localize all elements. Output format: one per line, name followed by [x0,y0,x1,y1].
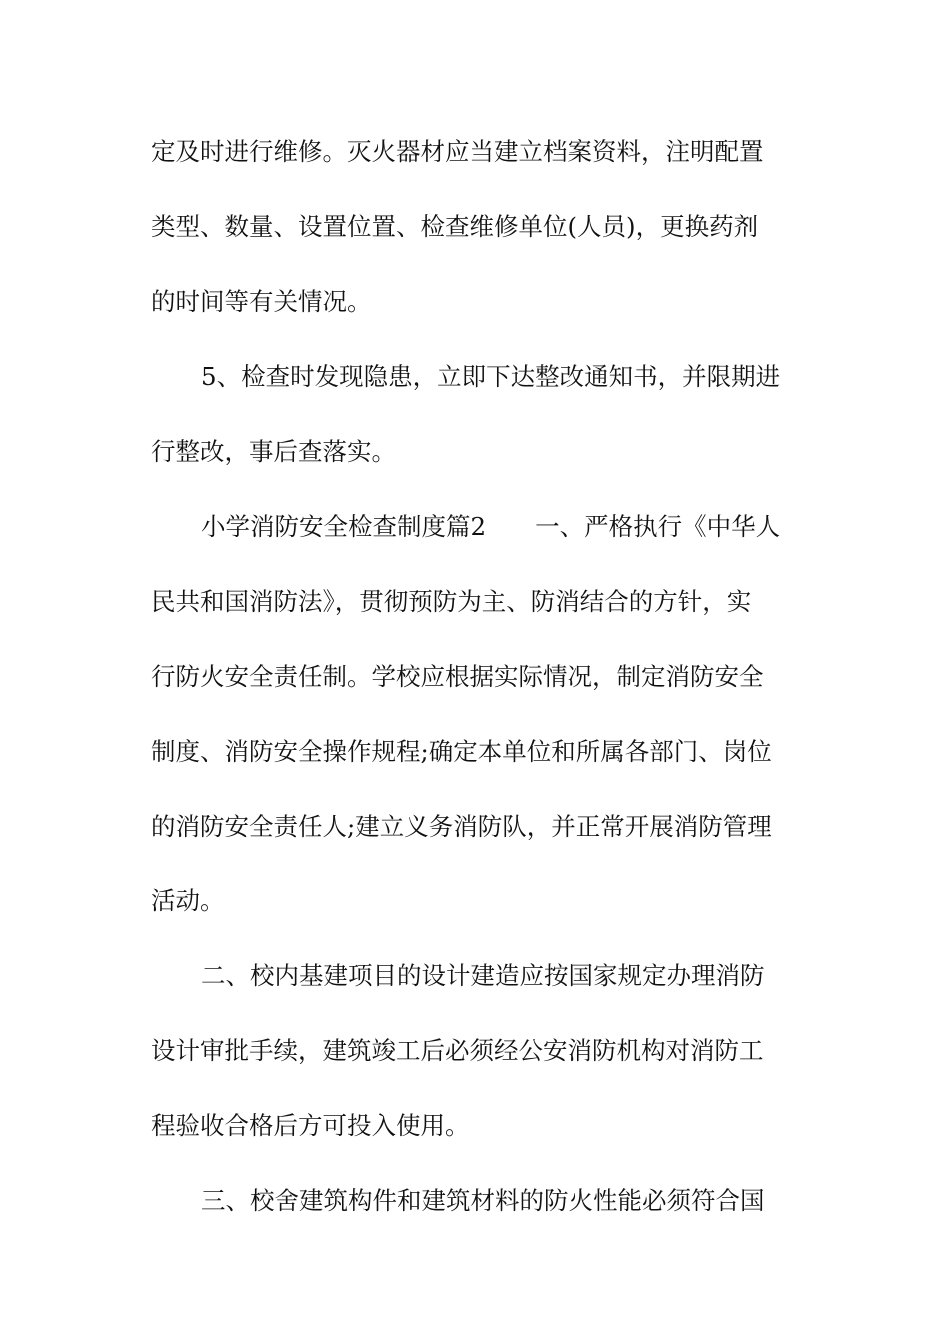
text-line: 制度、消防安全操作规程;确定本单位和所属各部门、岗位 [151,737,772,766]
text-line: 的时间等有关情况。 [151,287,372,316]
text-line: 民共和国消防法》，贯彻预防为主、防消结合的方针，实 [151,587,752,616]
section-heading-line: 小学消防安全检查制度篇2 一、严格执行《中华人 [201,512,781,541]
text-line: 活动。 [151,886,225,915]
text-line: 5、检查时发现隐患，立即下达整改通知书，并限期进 [201,362,781,391]
text-line: 二、校内基建项目的设计建造应按国家规定办理消防 [201,961,765,990]
text-line: 三、校舍建筑构件和建筑材料的防火性能必须符合国 [201,1186,765,1215]
text-line: 定及时进行维修。灭火器材应当建立档案资料，注明配置 [151,137,764,166]
text-line: 行防火安全责任制。学校应根据实际情况，制定消防安全 [151,662,764,691]
text-line: 类型、数量、设置位置、检查维修单位(人员)，更换药剂 [151,212,759,241]
text-line: 程验收合格后方可投入使用。 [151,1111,470,1140]
text-line: 设计审批手续，建筑竣工后必须经公安消防机构对消防工 [151,1036,764,1065]
text-line: 行整改，事后查落实。 [151,437,396,466]
text-line: 的消防安全责任人;建立义务消防队，并正常开展消防管理 [151,812,772,841]
